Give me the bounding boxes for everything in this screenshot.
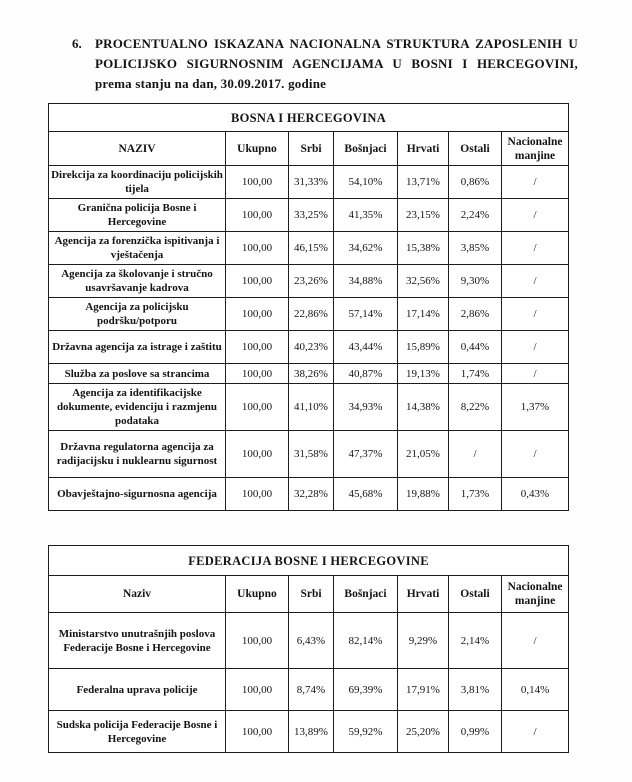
section-number: 6. xyxy=(72,36,82,51)
table-row xyxy=(49,431,569,478)
cell-hrvati: 9,29% xyxy=(398,613,449,669)
cell-ostali: 2,14% xyxy=(449,613,502,669)
cell-ukupno: 100,00 xyxy=(226,669,289,711)
cell-hrvati: 23,15% xyxy=(398,199,449,232)
section-heading xyxy=(72,34,578,94)
cell-ukupno: 100,00 xyxy=(226,298,289,331)
cell-srbi: 32,28% xyxy=(289,478,334,511)
cell-bosnjaci: 34,93% xyxy=(334,384,398,431)
row-name-cell: Sudska policija Federacije Bosne i Hercegovine xyxy=(49,711,226,753)
table-row xyxy=(49,669,569,711)
cell-ostali: 0,44% xyxy=(449,331,502,364)
cell-ostali: 8,22% xyxy=(449,384,502,431)
table-row xyxy=(49,364,569,384)
cell-hrvati: 25,20% xyxy=(398,711,449,753)
row-name-cell: Agencija za školovanje i stručno usavršavanje kadrova xyxy=(49,265,226,298)
table-row xyxy=(49,199,569,232)
cell-manjine: / xyxy=(502,199,569,232)
heading-line-2: POLICIJSKO SIGURNOSNIM AGENCIJAMA U BOSNI I HERCEGOVINI, xyxy=(95,56,578,71)
cell-manjine: / xyxy=(502,431,569,478)
table-row xyxy=(49,166,569,199)
cell-manjine: / xyxy=(502,166,569,199)
table-row xyxy=(49,331,569,364)
cell-ostali: 9,30% xyxy=(449,265,502,298)
cell-hrvati: 32,56% xyxy=(398,265,449,298)
cell-hrvati: 19,13% xyxy=(398,364,449,384)
cell-hrvati: 19,88% xyxy=(398,478,449,511)
table-row xyxy=(49,613,569,669)
row-name-cell: Obavještajno-sigurnosna agencija xyxy=(49,478,226,511)
col-header-ostali: Ostali xyxy=(449,132,502,166)
table-title-row xyxy=(49,546,569,576)
cell-ukupno: 100,00 xyxy=(226,431,289,478)
row-name-cell: Agencija za identifikacijske dokumente, evidenciju i razmjenu podataka xyxy=(49,384,226,431)
cell-srbi: 6,43% xyxy=(289,613,334,669)
cell-manjine: / xyxy=(502,331,569,364)
table-row xyxy=(49,478,569,511)
cell-ostali: 2,86% xyxy=(449,298,502,331)
cell-srbi: 22,86% xyxy=(289,298,334,331)
cell-bosnjaci: 41,35% xyxy=(334,199,398,232)
col-header-srbi: Srbi xyxy=(289,576,334,613)
cell-srbi: 31,58% xyxy=(289,431,334,478)
cell-ostali: 0,86% xyxy=(449,166,502,199)
cell-hrvati: 13,71% xyxy=(398,166,449,199)
cell-ukupno: 100,00 xyxy=(226,199,289,232)
col-header-hrvati: Hrvati xyxy=(398,132,449,166)
cell-srbi: 46,15% xyxy=(289,232,334,265)
section-heading-text xyxy=(95,34,578,94)
cell-ostali: / xyxy=(449,431,502,478)
cell-hrvati: 14,38% xyxy=(398,384,449,431)
cell-bosnjaci: 43,44% xyxy=(334,331,398,364)
cell-hrvati: 17,14% xyxy=(398,298,449,331)
row-name-cell: Federalna uprava policije xyxy=(49,669,226,711)
cell-bosnjaci: 34,62% xyxy=(334,232,398,265)
cell-ukupno: 100,00 xyxy=(226,711,289,753)
table-header-row xyxy=(49,132,569,166)
cell-ukupno: 100,00 xyxy=(226,613,289,669)
table-row xyxy=(49,711,569,753)
cell-hrvati: 21,05% xyxy=(398,431,449,478)
col-header-bosnjaci: Bošnjaci xyxy=(334,576,398,613)
cell-manjine: 0,43% xyxy=(502,478,569,511)
row-name-cell: Državna regulatorna agencija za radijacijsku i nuklearnu sigurnost xyxy=(49,431,226,478)
cell-bosnjaci: 34,88% xyxy=(334,265,398,298)
table-header-row xyxy=(49,576,569,613)
cell-srbi: 31,33% xyxy=(289,166,334,199)
col-header-naziv: NAZIV xyxy=(49,132,226,166)
cell-ukupno: 100,00 xyxy=(226,364,289,384)
col-header-ukupno: Ukupno xyxy=(226,132,289,166)
cell-srbi: 38,26% xyxy=(289,364,334,384)
cell-ukupno: 100,00 xyxy=(226,232,289,265)
cell-ukupno: 100,00 xyxy=(226,478,289,511)
heading-line-3: prema stanju na dan, 30.09.2017. godine xyxy=(95,76,327,91)
cell-srbi: 40,23% xyxy=(289,331,334,364)
col-header-ukupno: Ukupno xyxy=(226,576,289,613)
row-name-cell: Služba za poslove sa strancima xyxy=(49,364,226,384)
cell-srbi: 41,10% xyxy=(289,384,334,431)
table-federacija-bih xyxy=(48,545,569,753)
cell-bosnjaci: 57,14% xyxy=(334,298,398,331)
cell-ostali: 1,74% xyxy=(449,364,502,384)
row-name-cell: Ministarstvo unutrašnjih poslova Federacije Bosne i Hercegovine xyxy=(49,613,226,669)
col-header-manjine: Nacionalne manjine xyxy=(502,132,569,166)
row-name-cell: Granična policija Bosne i Hercegovine xyxy=(49,199,226,232)
cell-hrvati: 15,89% xyxy=(398,331,449,364)
cell-manjine: / xyxy=(502,232,569,265)
table-row xyxy=(49,298,569,331)
cell-bosnjaci: 45,68% xyxy=(334,478,398,511)
cell-srbi: 8,74% xyxy=(289,669,334,711)
cell-ostali: 3,85% xyxy=(449,232,502,265)
table-row xyxy=(49,384,569,431)
table-title: BOSNA I HERCEGOVINA xyxy=(49,104,569,132)
cell-hrvati: 15,38% xyxy=(398,232,449,265)
heading-line-1: PROCENTUALNO ISKAZANA NACIONALNA STRUKTURA ZAPOSLENIH U xyxy=(95,36,578,51)
table-row xyxy=(49,265,569,298)
col-header-hrvati: Hrvati xyxy=(398,576,449,613)
row-name-cell: Državna agencija za istrage i zaštitu xyxy=(49,331,226,364)
table-title: FEDERACIJA BOSNE I HERCEGOVINE xyxy=(49,546,569,576)
col-header-srbi: Srbi xyxy=(289,132,334,166)
cell-ukupno: 100,00 xyxy=(226,384,289,431)
cell-manjine: / xyxy=(502,613,569,669)
table-bosna-i-hercegovina xyxy=(48,103,569,511)
cell-manjine: / xyxy=(502,711,569,753)
cell-bosnjaci: 40,87% xyxy=(334,364,398,384)
cell-bosnjaci: 69,39% xyxy=(334,669,398,711)
col-header-manjine: Nacionalne manjine xyxy=(502,576,569,613)
cell-ostali: 3,81% xyxy=(449,669,502,711)
cell-manjine: / xyxy=(502,364,569,384)
cell-srbi: 23,26% xyxy=(289,265,334,298)
cell-manjine: / xyxy=(502,265,569,298)
cell-srbi: 33,25% xyxy=(289,199,334,232)
cell-bosnjaci: 54,10% xyxy=(334,166,398,199)
table-title-row xyxy=(49,104,569,132)
cell-bosnjaci: 47,37% xyxy=(334,431,398,478)
col-header-naziv: Naziv xyxy=(49,576,226,613)
cell-ukupno: 100,00 xyxy=(226,331,289,364)
col-header-ostali: Ostali xyxy=(449,576,502,613)
cell-bosnjaci: 82,14% xyxy=(334,613,398,669)
cell-manjine: 0,14% xyxy=(502,669,569,711)
cell-bosnjaci: 59,92% xyxy=(334,711,398,753)
cell-ukupno: 100,00 xyxy=(226,265,289,298)
cell-manjine: 1,37% xyxy=(502,384,569,431)
row-name-cell: Agencija za policijsku podršku/potporu xyxy=(49,298,226,331)
cell-ostali: 0,99% xyxy=(449,711,502,753)
table-row xyxy=(49,232,569,265)
cell-ukupno: 100,00 xyxy=(226,166,289,199)
cell-ostali: 1,73% xyxy=(449,478,502,511)
row-name-cell: Agencija za forenzička ispitivanja i vještačenja xyxy=(49,232,226,265)
cell-hrvati: 17,91% xyxy=(398,669,449,711)
cell-manjine: / xyxy=(502,298,569,331)
col-header-bosnjaci: Bošnjaci xyxy=(334,132,398,166)
cell-srbi: 13,89% xyxy=(289,711,334,753)
row-name-cell: Direkcija za koordinaciju policijskih tijela xyxy=(49,166,226,199)
cell-ostali: 2,24% xyxy=(449,199,502,232)
